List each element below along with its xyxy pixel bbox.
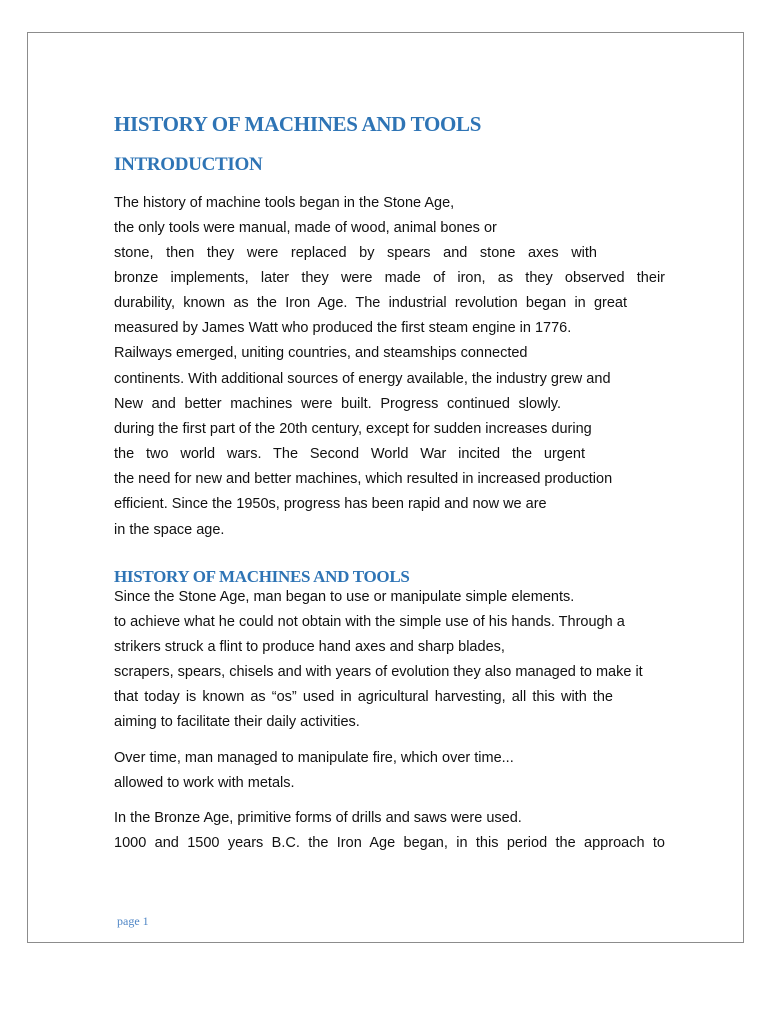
intro-line: efficient. Since the 1950s, progress has been rapid and now we are bbox=[114, 496, 547, 512]
intro-line: bronze implements, later they were made of iron, as they observed their bbox=[114, 270, 665, 286]
intro-line: stone, then they were replaced by spears and stone axes with bbox=[114, 245, 597, 261]
intro-line: New and better machines were built. Progress continued slowly. bbox=[114, 396, 561, 412]
intro-line: The history of machine tools began in the Stone Age, bbox=[114, 195, 455, 211]
intro-line: measured by James Watt who produced the first steam engine in 1776. bbox=[114, 320, 572, 336]
section-line: scrapers, spears, chisels and with years of evolution they also managed to make it bbox=[114, 664, 643, 680]
paragraph-line: allowed to work with metals. bbox=[114, 775, 295, 791]
intro-line: the need for new and better machines, which resulted in increased production bbox=[114, 471, 613, 487]
section-line: that today is known as “os” used in agricultural harvesting, all this with the bbox=[114, 689, 613, 705]
document-title: HISTORY OF MACHINES AND TOOLS bbox=[114, 112, 482, 136]
section-heading: HISTORY OF MACHINES AND TOOLS bbox=[114, 567, 410, 586]
section-line: aiming to facilitate their daily activities. bbox=[114, 714, 360, 730]
introduction-heading: INTRODUCTION bbox=[114, 154, 263, 175]
intro-line: during the first part of the 20th century, except for sudden increases during bbox=[114, 421, 592, 437]
paragraph-line: In the Bronze Age, primitive forms of drills and saws were used. bbox=[114, 810, 522, 826]
page-number: page 1 bbox=[117, 914, 149, 928]
section-line: to achieve what he could not obtain with the simple use of his hands. Through a bbox=[114, 614, 625, 630]
intro-line: Railways emerged, uniting countries, and steamships connected bbox=[114, 345, 528, 361]
paragraph-line: 1000 and 1500 years B.C. the Iron Age began, in this period the approach to bbox=[114, 835, 665, 851]
intro-line: the only tools were manual, made of wood, animal bones or bbox=[114, 220, 497, 236]
section-line: Since the Stone Age, man began to use or manipulate simple elements. bbox=[114, 589, 575, 605]
intro-line: the two world wars. The Second World War incited the urgent bbox=[114, 446, 585, 462]
intro-line: continents. With additional sources of energy available, the industry grew and bbox=[114, 371, 611, 387]
intro-line: in the space age. bbox=[114, 522, 225, 538]
section-line: strikers struck a flint to produce hand axes and sharp blades, bbox=[114, 639, 505, 655]
intro-line: durability, known as the Iron Age. The industrial revolution began in great bbox=[114, 295, 627, 311]
paragraph-line: Over time, man managed to manipulate fire, which over time... bbox=[114, 750, 514, 766]
